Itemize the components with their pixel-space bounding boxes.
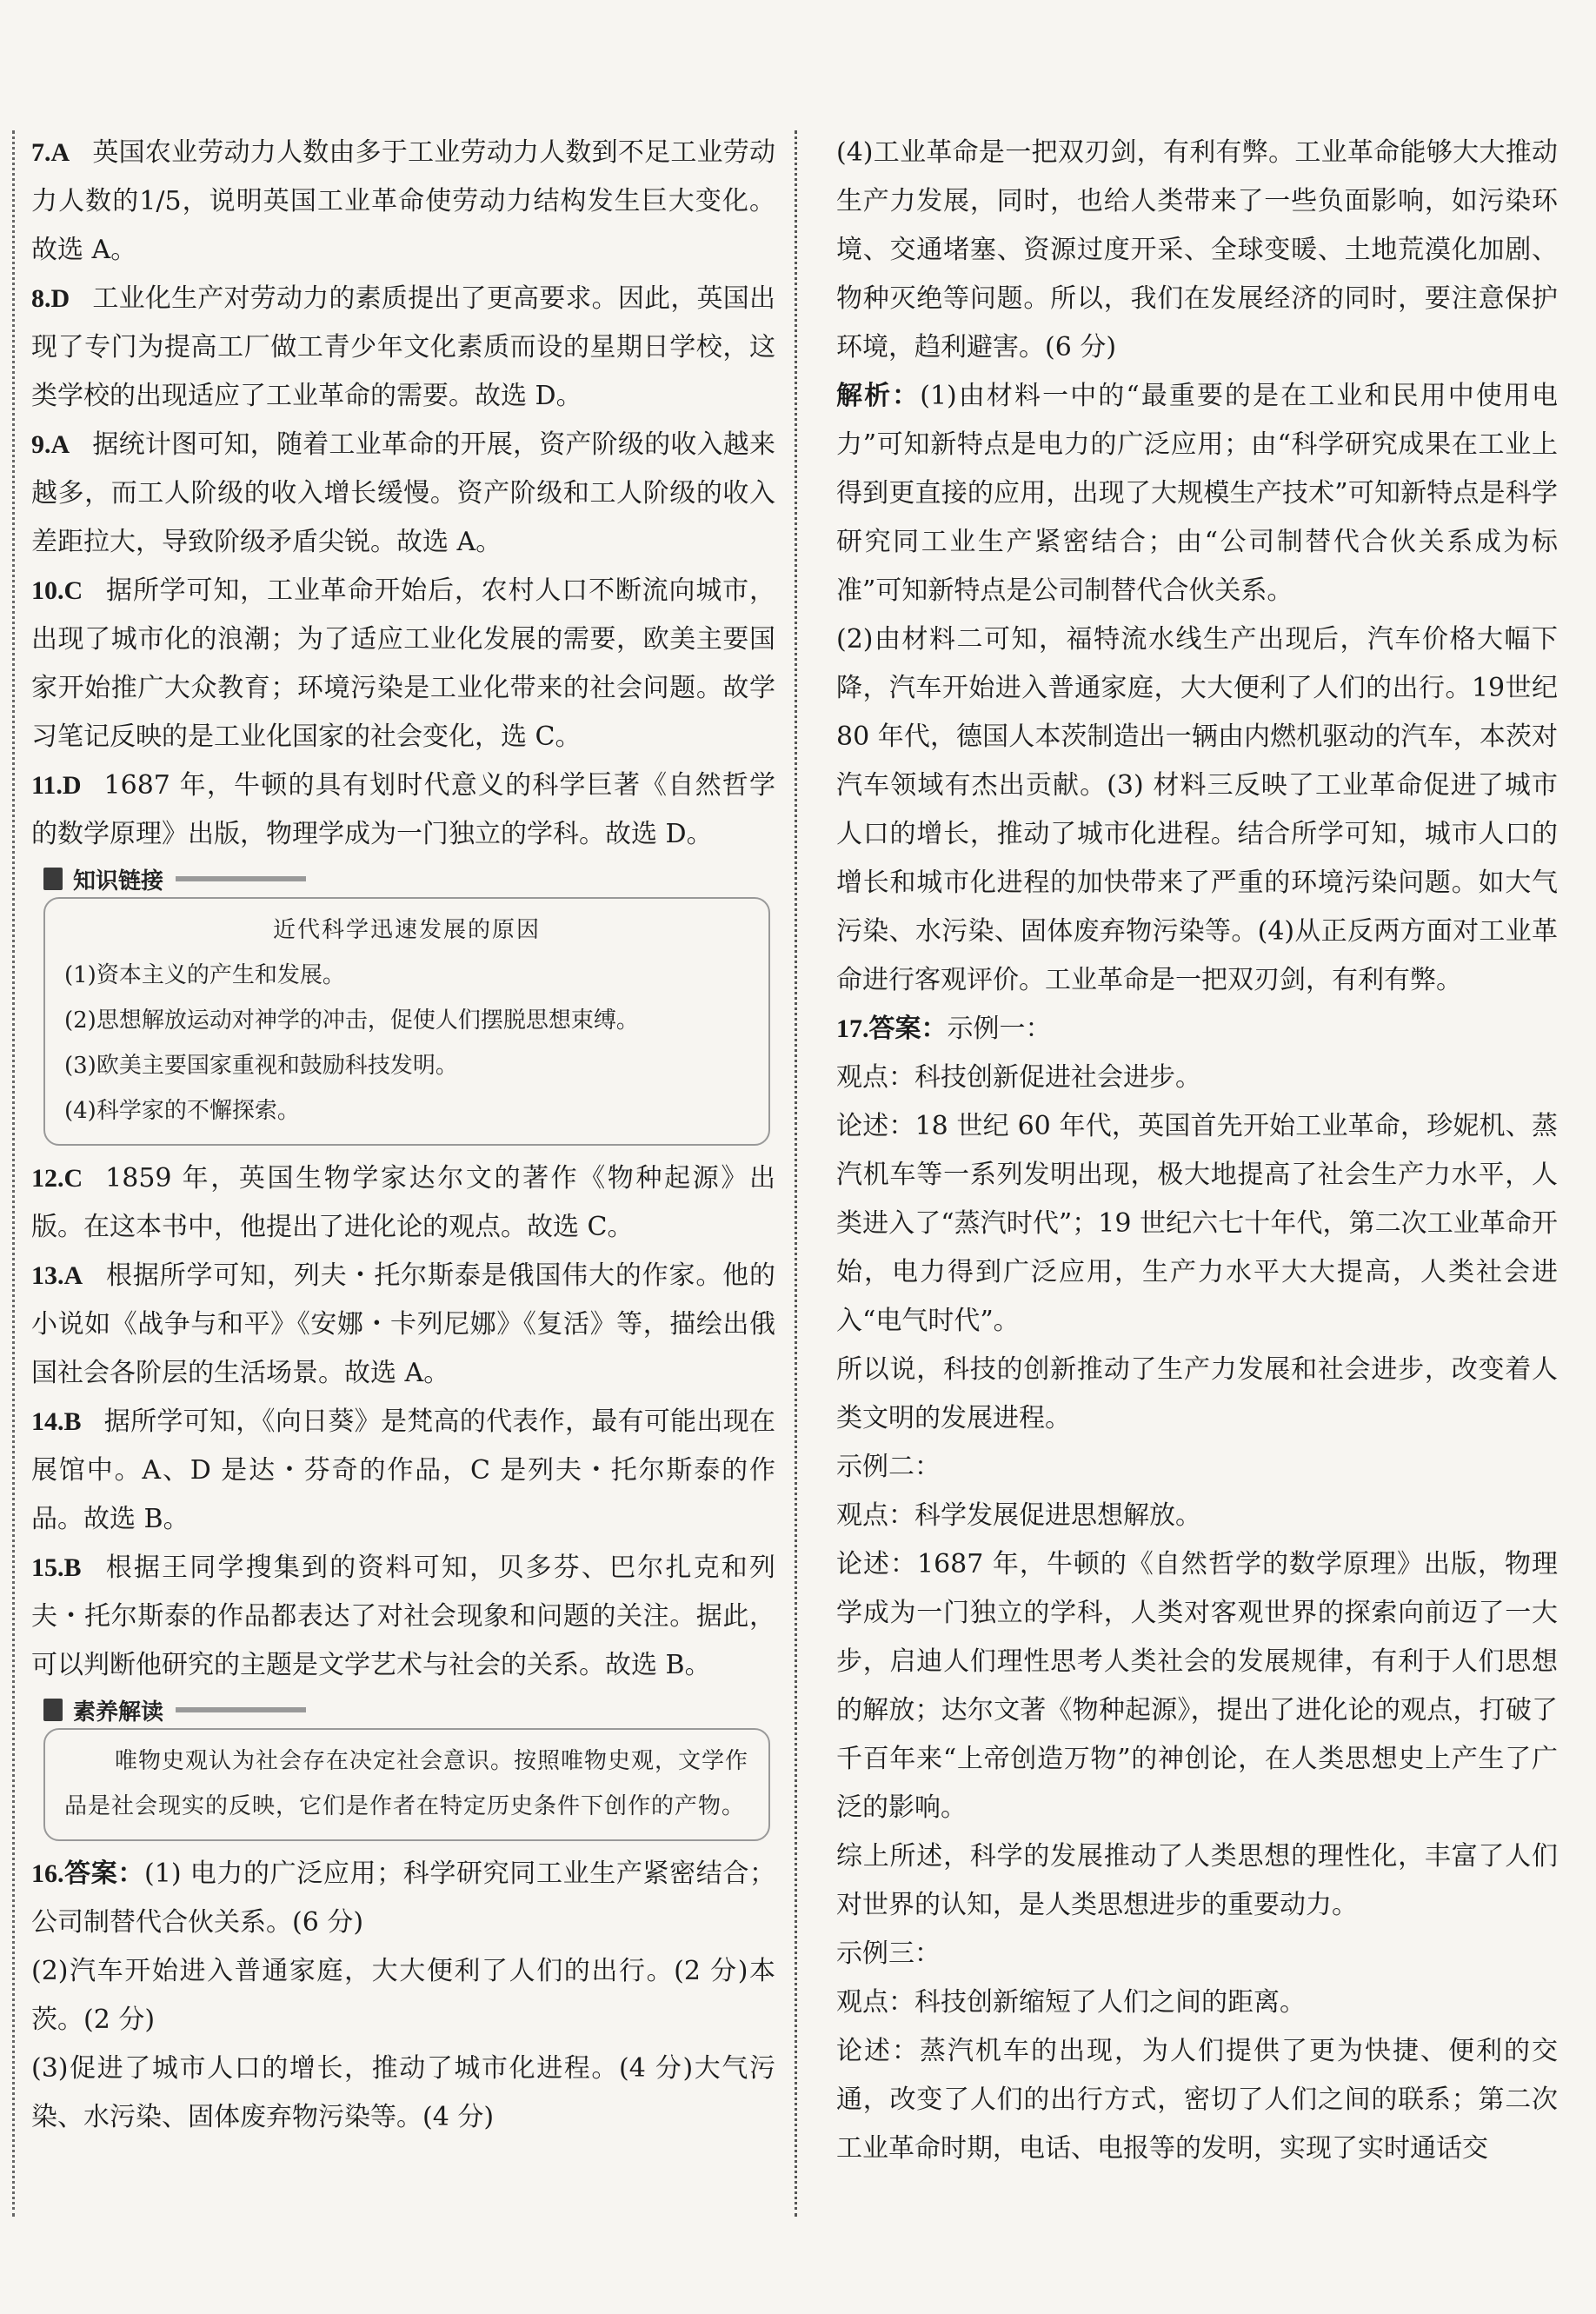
example2-conclusion: 综上所述，科学的发展推动了人类思想的理性化，丰富了人们对世界的认知，是人类思想进步的重要动力。 <box>836 1841 1558 1920</box>
answer-text: 据统计图可知，随着工业革命的开展，资产阶级的收入越来越多，而工人阶级的收入增长缓慢。资产阶级和工人阶级的收入差距拉大，导致阶级矛盾尖锐。故选 A。 <box>31 429 775 557</box>
answer-text: 1859 年，英国生物学家达尔文的著作《物种起源》出版。在这本书中，他提出了进化论的观点。故选 C。 <box>31 1163 775 1242</box>
answer-number: 10.C <box>31 576 83 605</box>
answer-number: 13.A <box>31 1261 83 1290</box>
example2-label: 示例二： <box>836 1452 941 1482</box>
knowledge-link-title: 近代科学迅速发展的原因 <box>272 917 541 943</box>
answer-16-part3: (3)促进了城市人口的增长，推动了城市化进程。(4 分)大气污染、水污染、固体废弃物污染等。(4 分) <box>31 2053 775 2132</box>
answer-number: 11.D <box>31 771 82 800</box>
answer-text: 根据所学可知，列夫・托尔斯泰是俄国伟大的作家。他的小说如《战争与和平》《安娜・卡列尼娜》《复活》等，描绘出俄国社会各阶层的生活场景。故选 A。 <box>31 1260 775 1388</box>
literacy-box <box>43 1695 775 1841</box>
answer-10 <box>31 567 775 761</box>
answer-7 <box>31 129 775 275</box>
answer-13 <box>31 1252 775 1398</box>
answer-8 <box>31 275 775 421</box>
column-divider <box>795 130 797 2217</box>
left-margin-rule <box>12 130 15 2217</box>
answer-text: 据所学可知，《向日葵》是梵高的代表作，最有可能出现在展馆中。A、D 是达・芬奇的作品，C 是列夫・托尔斯泰的作品。故选 B。 <box>31 1406 775 1534</box>
left-column <box>31 129 775 2142</box>
answer-17 <box>836 1005 1558 1054</box>
answer-number: 17.答案： <box>836 1014 948 1043</box>
answer-number: 7.A <box>31 138 70 167</box>
literacy-text: 唯物史观认为社会存在决定社会意识。按照唯物史观，文学作品是社会现实的反映，它们是作者在特定历史条件下创作的产物。 <box>64 1748 749 1819</box>
knowledge-link-item: (1)资本主义的产生和发展。 <box>64 962 345 988</box>
header-bar <box>176 1707 306 1712</box>
knowledge-link-item: (3)欧美主要国家重视和鼓励科技发明。 <box>64 1053 458 1079</box>
literacy-label: 素养解读 <box>73 1699 164 1726</box>
example3-label: 示例三： <box>836 1938 941 1969</box>
answer-16-part4: (4)工业革命是一把双刃剑，有利有弊。工业革命能够大大推动生产力发展，同时，也给人类带来了一些负面影响，如污染环境、交通堵塞、资源过度开采、全球变暖、土地荒漠化加剧、物种灭绝等问题。所以，我们在发展经济的同时，要注意保护环境，趋利避害。(6 分) <box>836 137 1558 362</box>
answer-text: (1) 电力的广泛应用；科学研究同工业生产紧密结合；公司制替代合伙关系。(6 分) <box>31 1859 776 1938</box>
literacy-content <box>43 1728 770 1841</box>
answer-number: 9.A <box>31 430 70 459</box>
analysis-part2: (2)由材料二可知，福特流水线生产出现后，汽车价格大幅下降，汽车开始进入普通家庭，大大便利了人们的出行。19世纪 80 年代，德国人本茨制造出一辆由内燃机驱动的汽车，本茨对汽车领域有杰出贡献。(3) 材料三反映了工业革命促进了城市人口的增长，推动了城市化进程。结合所学可知，城市人口的增长和城市化进程的加快带来了严重的环境污染问题。如大气污染、水污染、固体废弃物污染等。(4)从正反两方面对工业革命进行客观评价。工业革命是一把双刃剑，有利有弊。 <box>836 624 1558 995</box>
example-label: 示例一： <box>947 1014 1052 1044</box>
knowledge-link-header <box>43 864 306 894</box>
answer-16-part2: (2)汽车开始进入普通家庭，大大便利了人们的出行。(2 分)本茨。(2 分) <box>31 1956 775 2035</box>
example3-argument: 论述：蒸汽机车的出现，为人们提供了更为快捷、便利的交通，改变了人们的出行方式，密切了人们之间的联系；第二次工业革命时期，电话、电报等的发明，实现了实时通话交 <box>836 2036 1558 2164</box>
answer-14 <box>31 1398 775 1544</box>
answer-text: 工业化生产对劳动力的素质提出了更高要求。因此，英国出现了专门为提高工厂做工青少年文化素质而设的星期日学校，这类学校的出现适应了工业革命的需要。故选 D。 <box>31 283 775 411</box>
knowledge-link-content <box>43 897 770 1146</box>
example1-conclusion: 所以说，科技的创新推动了生产力发展和社会进步，改变着人类文明的发展进程。 <box>836 1354 1558 1433</box>
answer-text: 英国农业劳动力人数由多于工业劳动力人数到不足工业劳动力人数的1/5，说明英国工业革命使劳动力结构发生巨大变化。故选 A。 <box>31 137 775 265</box>
knowledge-link-box <box>43 864 775 1146</box>
answer-15 <box>31 1544 775 1690</box>
answer-12 <box>31 1154 775 1252</box>
example3-view: 观点：科技创新缩短了人们之间的距离。 <box>836 1987 1306 2018</box>
example2-argument: 论述：1687 年，牛顿的《自然哲学的数学原理》出版，物理学成为一门独立的学科，人类对客观世界的探索向前迈了一大步，启迪人们理性思考人类社会的发展规律，有利于人们思想的解放；达尔文著《物种起源》，提出了进化论的观点，打破了千百年来“上帝创造万物”的神创论，在人类思想史上产生了广泛的影响。 <box>836 1549 1558 1823</box>
answer-number: 16.答案： <box>31 1859 145 1888</box>
example1-view: 观点：科技创新促进社会进步。 <box>836 1062 1201 1093</box>
knowledge-link-item: (4)科学家的不懈探索。 <box>64 1098 300 1124</box>
answer-number: 12.C <box>31 1164 83 1193</box>
analysis-text: (1)由材料一中的“最重要的是在工业和民用中使用电力”可知新特点是电力的广泛应用；由“科学研究成果在工业上得到更直接的应用，出现了大规模生产技术”可知新特点是科学研究同工业生产紧密结合；由“公司制替代合伙关系成为标准”可知新特点是公司制替代合伙关系。 <box>836 381 1558 606</box>
knowledge-link-item: (2)思想解放运动对神学的冲击，促使人们摆脱思想束缚。 <box>64 1007 639 1034</box>
answer-text: 根据王同学搜集到的资料可知，贝多芬、巴尔扎克和列夫・托尔斯泰的作品都表达了对社会现象和问题的关注。据此，可以判断他研究的主题是文学艺术与社会的关系。故选 B。 <box>31 1553 775 1680</box>
answer-number: 14.B <box>31 1407 82 1436</box>
header-bar <box>176 876 306 881</box>
answer-text: 1687 年，牛顿的具有划时代意义的科学巨著《自然哲学的数学原理》出版，物理学成为一门独立的学科。故选 D。 <box>31 770 775 849</box>
knowledge-link-label: 知识链接 <box>73 868 164 894</box>
answer-number: 8.D <box>31 284 70 313</box>
answer-number: 15.B <box>31 1553 82 1582</box>
answer-9 <box>31 421 775 567</box>
answer-16 <box>31 1850 775 1947</box>
right-column <box>836 129 1558 2173</box>
analysis-part1 <box>836 372 1558 615</box>
answer-11 <box>31 761 775 859</box>
bookmark-icon <box>43 1699 63 1721</box>
answer-text: 据所学可知，工业革命开始后，农村人口不断流向城市，出现了城市化的浪潮；为了适应工业化发展的需要，欧美主要国家开始推广大众教育；环境污染是工业化带来的社会问题。故学习笔记反映的是工业化国家的社会变化，选 C。 <box>31 575 775 752</box>
literacy-header <box>43 1695 306 1725</box>
bookmark-icon <box>43 868 63 890</box>
example2-view: 观点：科学发展促进思想解放。 <box>836 1500 1201 1531</box>
analysis-label: 解析： <box>836 381 921 411</box>
example1-argument: 论述：18 世纪 60 年代，英国首先开始工业革命，珍妮机、蒸汽机车等一系列发明出现，极大地提高了社会生产力水平，人类进入了“蒸汽时代”；19 世纪六七十年代，第二次工业革命开始，电力得到广泛应用，生产力水平大大提高，人类社会进入“电气时代”。 <box>836 1111 1558 1336</box>
